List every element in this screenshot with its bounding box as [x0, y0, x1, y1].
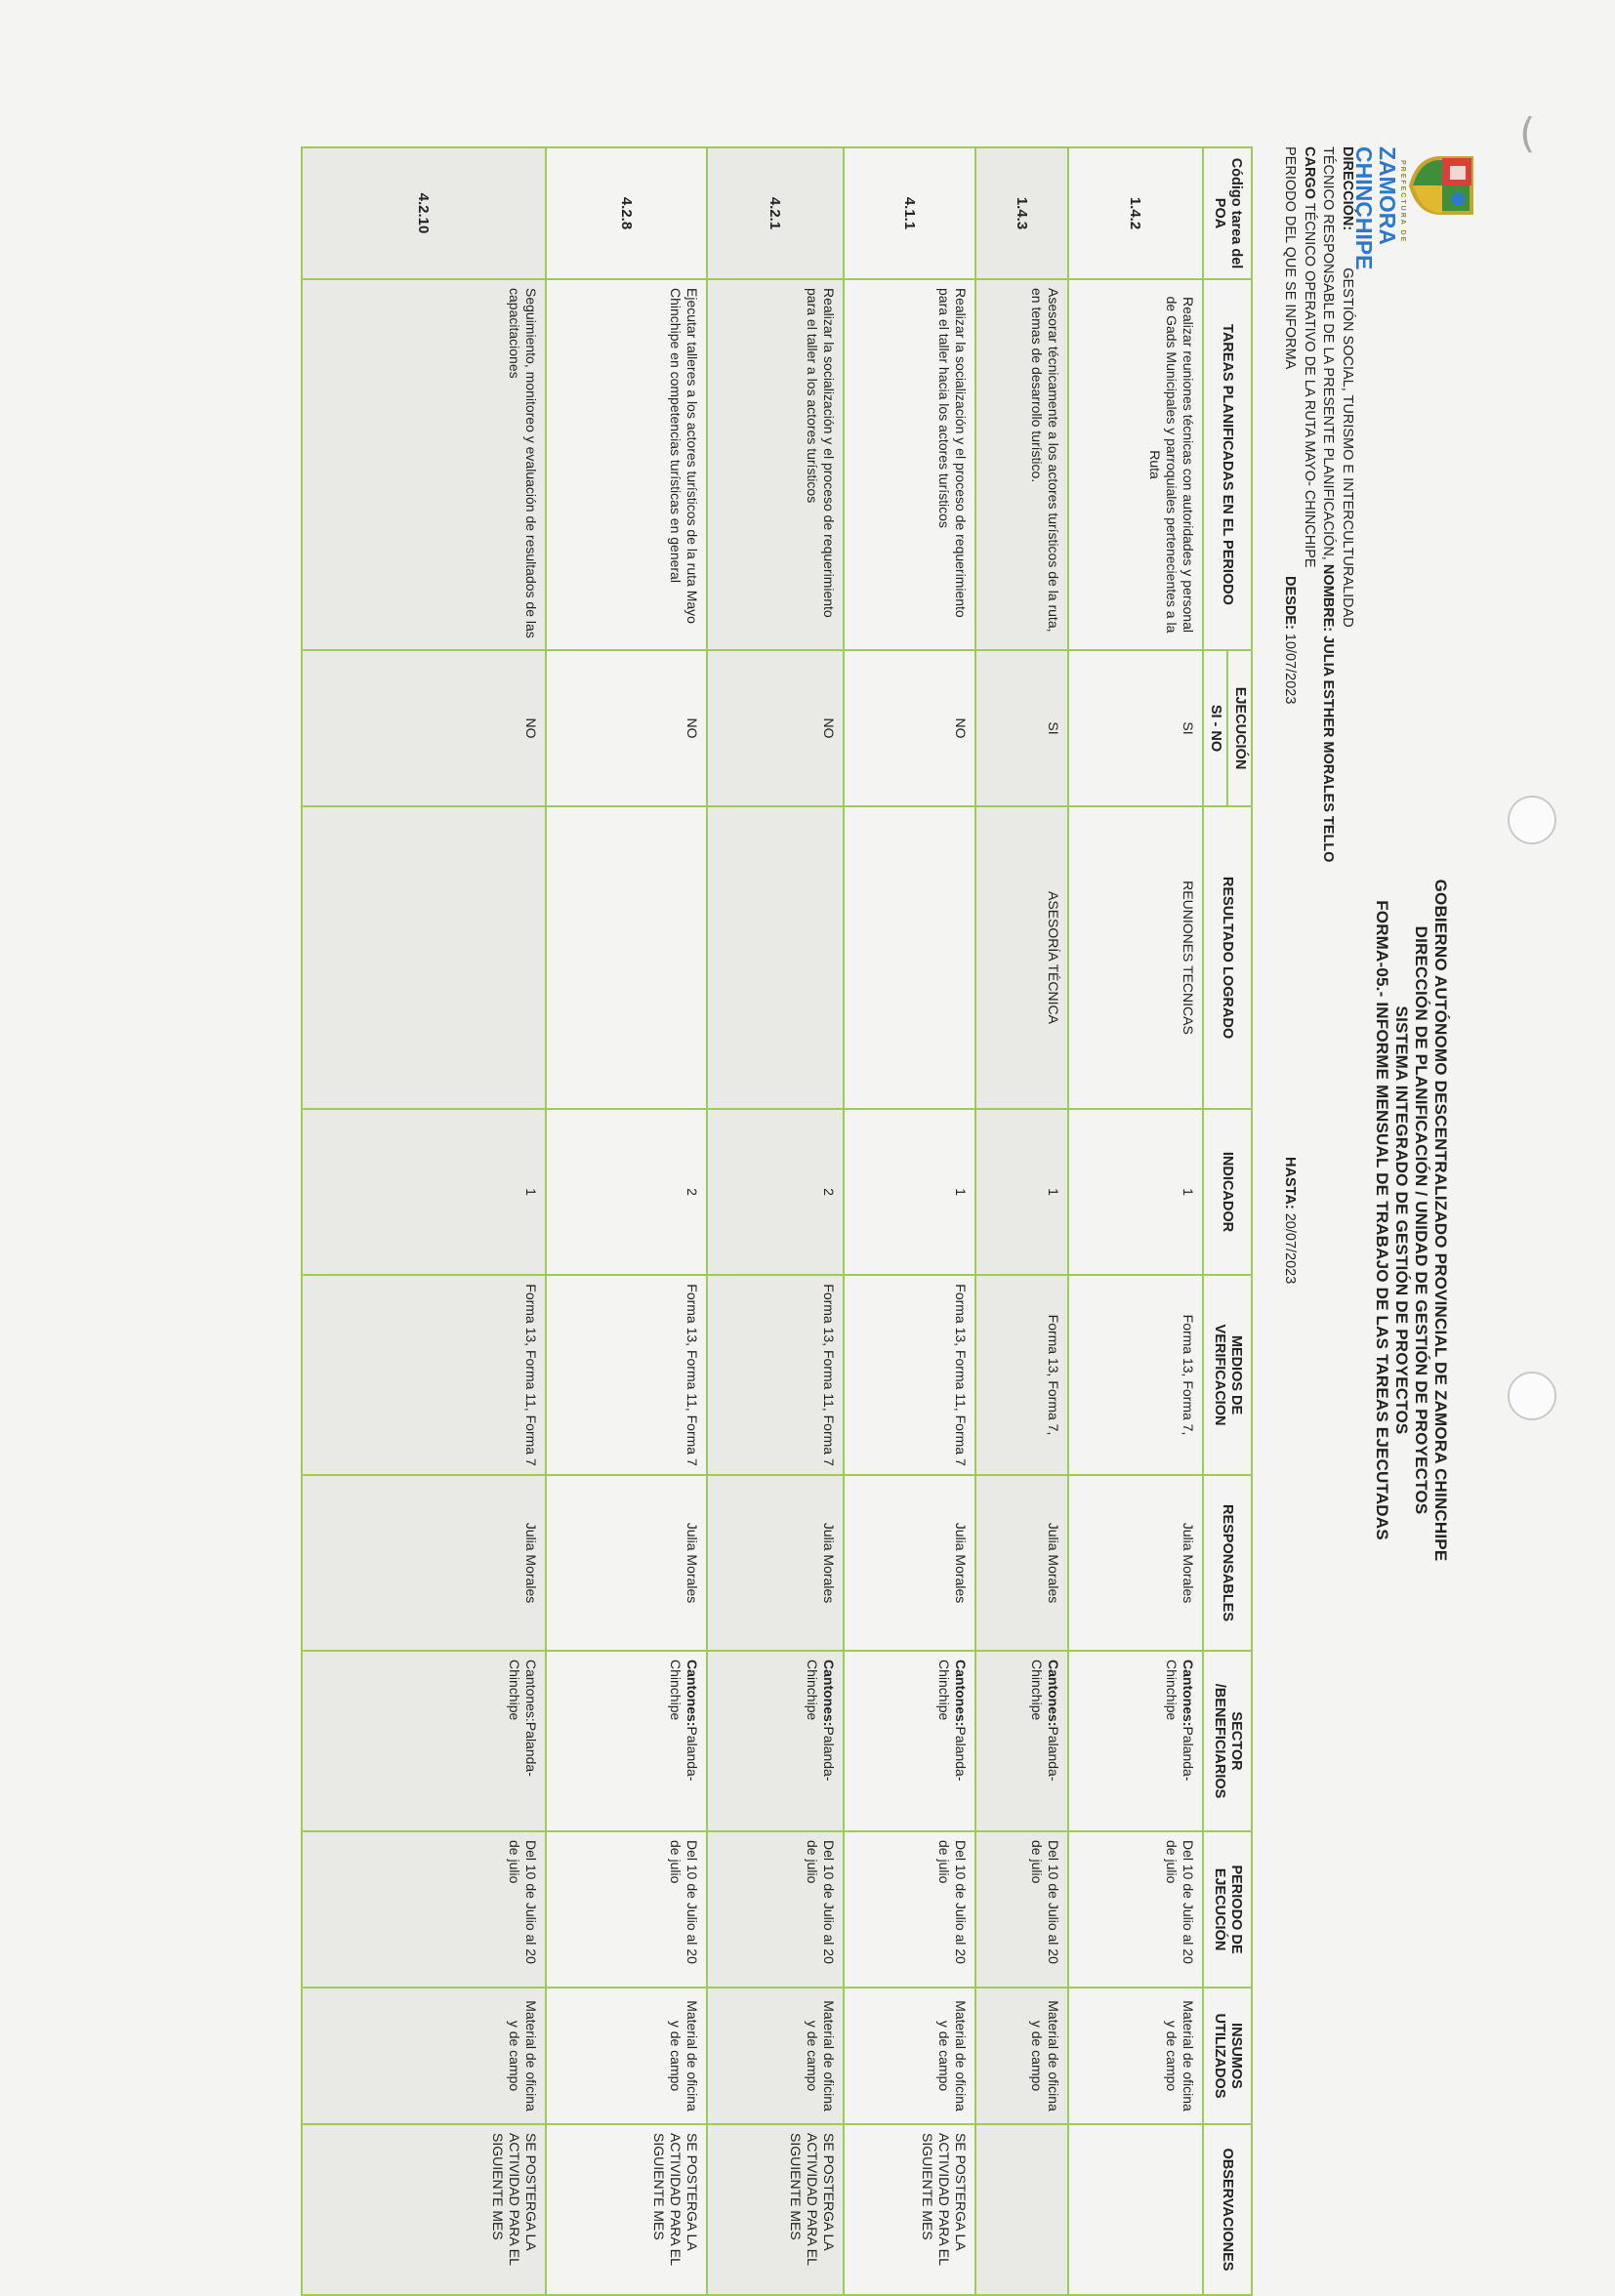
table-row [1068, 147, 1203, 2295]
cell-codigo: 4.1.1 [844, 147, 975, 279]
cell-tarea: Ejecutar talleres a los actores turísticos de la ruta Mayo Chinchipe en competencias turísticas en general [546, 279, 707, 650]
header-si-no: SI - NO [1203, 650, 1227, 806]
sector-bold: Cantones: [953, 1660, 969, 1727]
cell-insumos: Material de oficina y de campo [302, 1988, 546, 2124]
title-line-2: DIRECCIÓN DE PLANIFICACIÓN / UNIDAD DE GESTIÓN DE PROYECTOS [1412, 925, 1430, 1515]
tasks-table [301, 146, 1253, 2296]
table-row [546, 147, 707, 2295]
header-resultado: RESULTADO LOGRADO [1203, 806, 1252, 1109]
logo-line-1: ZAMORA [1374, 146, 1400, 245]
cell-observaciones: SE POSTERGA LA ACTIVIDAD PARA EL SIGUIENTE MES [844, 2124, 975, 2295]
cell-sector [546, 1651, 707, 1831]
cell-observaciones: SE POSTERGA LA ACTIVIDAD PARA EL SIGUIENTE MES [707, 2124, 844, 2295]
cell-sector [1068, 1651, 1203, 1831]
cell-codigo: 4.2.1 [707, 147, 844, 279]
tecnico-label: TÉCNICO RESPONSABLE DE LA PRESENTE PLANIFICACIÓN, [1320, 146, 1337, 560]
header-ejecucion: EJECUCIÓN [1227, 650, 1252, 806]
cell-insumos: Material de oficina y de campo [1068, 1988, 1203, 2124]
periodo-label: PERIODO DEL QUE SE INFORMA [1282, 146, 1299, 370]
table-row [844, 147, 975, 2295]
cell-responsables: Julia Morales [844, 1475, 975, 1651]
cell-insumos: Material de oficina y de campo [844, 1988, 975, 2124]
cell-tarea: Realizar la socialización y el proceso de requerimiento para el taller a los actores turísticos [707, 279, 844, 650]
cell-resultado [707, 806, 844, 1109]
cell-codigo: 1.4.2 [1068, 147, 1203, 279]
cell-periodo: Del 10 de Julio al 20 de julio [302, 1831, 546, 1988]
cell-observaciones: SE POSTERGA LA ACTIVIDAD PARA EL SIGUIENTE MES [302, 2124, 546, 2295]
cargo-line [1300, 146, 1319, 2294]
logo-line-2: CHINCHIPE [1350, 146, 1377, 270]
header-sector: SECTOR /BENEFICIARIOS [1203, 1651, 1252, 1831]
cell-si-no: SI [975, 650, 1068, 806]
cell-observaciones [975, 2124, 1068, 2295]
logo-wordmark [1351, 146, 1406, 270]
cell-resultado [302, 806, 546, 1109]
cell-sector [975, 1651, 1068, 1831]
cell-indicador: 1 [844, 1109, 975, 1275]
cell-si-no: NO [844, 650, 975, 806]
cell-medios: Forma 13, Forma 11, Forma 7 [707, 1275, 844, 1475]
desde-group [1280, 576, 1300, 704]
header-observaciones: OBSERVACIONES [1203, 2124, 1252, 2295]
sector-rest: Palanda-Chinchipe [1164, 1660, 1196, 1782]
cell-responsables: Julia Morales [302, 1475, 546, 1651]
cell-indicador: 2 [546, 1109, 707, 1275]
cell-resultado: ASESORÍA TÉCNICA [975, 806, 1068, 1109]
cell-observaciones [1068, 2124, 1203, 2295]
table-row [302, 147, 546, 2295]
sector-bold: Cantones: [821, 1660, 837, 1727]
hasta-value: 20/07/2023 [1282, 1212, 1299, 1285]
title-line-3: SISTEMA INTEGRADO DE GESTIÓN DE PROYECTOS [1392, 1005, 1411, 1435]
cell-si-no: NO [302, 650, 546, 806]
nombre-value: JULIA ESTHER MORALES TELLO [1320, 636, 1337, 863]
table-row [707, 147, 844, 2295]
rotated-report-sheet [93, 146, 1479, 2294]
cell-periodo: Del 10 de Julio al 20 de julio [1068, 1831, 1203, 1988]
cell-sector [844, 1651, 975, 1831]
cell-indicador: 1 [1068, 1109, 1203, 1275]
cell-periodo: Del 10 de Julio al 20 de julio [975, 1831, 1068, 1988]
cell-resultado: REUNIONES TECNICAS [1068, 806, 1203, 1109]
cargo-label: CARGO [1302, 146, 1317, 199]
cell-responsables: Julia Morales [975, 1475, 1068, 1651]
cell-tarea: Realizar la socialización y el proceso de requerimiento para el taller hacia los actores turísticos [844, 279, 975, 650]
report-titles [1372, 771, 1450, 1669]
desde-value: 10/07/2023 [1282, 633, 1299, 705]
cell-medios: Forma 13, Forma 7, [975, 1275, 1068, 1475]
header-periodo: PERIODO DE EJECUCIÓN [1203, 1831, 1252, 1988]
periodo-line [1280, 146, 1300, 2294]
punch-hole-top [1508, 796, 1556, 844]
cell-resultado [546, 806, 707, 1109]
cell-medios: Forma 13, Forma 11, Forma 7 [844, 1275, 975, 1475]
header-tareas: TAREAS PLANIFICADAS EN EL PERIODO [1203, 279, 1252, 650]
title-line-4: FORMA-05.- INFORME MENSUAL DE TRABAJO DE LAS TAREAS EJECUTADAS [1373, 900, 1391, 1540]
sector-bold: Cantones: [1180, 1660, 1196, 1727]
cell-insumos: Material de oficina y de campo [546, 1988, 707, 2124]
cell-tarea: Asesorar técnicamente a los actores turísticos de la ruta, en temas de desarrollo turístico. [975, 279, 1068, 650]
cell-sector [302, 1651, 546, 1831]
hasta-group [1280, 1157, 1300, 1284]
direccion-label: DIRECCIÓN: [1340, 146, 1355, 231]
report-info [1280, 146, 1356, 2294]
cell-observaciones: SE POSTERGA LA ACTIVIDAD PARA EL SIGUIENTE MES [546, 2124, 707, 2295]
sector-bold: Cantones: [1046, 1660, 1061, 1727]
hasta-label: HASTA: [1282, 1157, 1299, 1210]
sector-rest: Cantones:Palanda-Chinchipe [507, 1660, 539, 1777]
direccion-value: GESTIÓN SOCIAL, TURISMO E INTERCULTURALIDAD [1340, 267, 1355, 628]
title-line-1: GOBIERNO AUTÓNOMO DESCENTRALIZADO PROVINCIAL DE ZAMORA CHINCHIPE [1431, 879, 1450, 1562]
direccion-line [1338, 146, 1357, 2294]
cell-tarea: Seguimiento, monitoreo y evaluación de resultados de las capacitaciones [302, 279, 546, 650]
tecnico-line [1318, 146, 1338, 2294]
cell-si-no: SI [1068, 650, 1203, 806]
header-insumos: INSUMOS UTILIZADOS [1203, 1988, 1252, 2124]
cell-sector [707, 1651, 844, 1831]
cell-insumos: Material de oficina y de campo [707, 1988, 844, 2124]
shield-logo-icon [1409, 146, 1479, 225]
cell-si-no: NO [546, 650, 707, 806]
cell-indicador: 1 [302, 1109, 546, 1275]
cell-medios: Forma 13, Forma 11, Forma 7 [302, 1275, 546, 1475]
cell-medios: Forma 13, Forma 7, [1068, 1275, 1203, 1475]
cell-codigo: 4.2.8 [546, 147, 707, 279]
cell-responsables: Julia Morales [707, 1475, 844, 1651]
cell-si-no: NO [707, 650, 844, 806]
cell-indicador: 1 [975, 1109, 1068, 1275]
cell-responsables: Julia Morales [1068, 1475, 1203, 1651]
cell-tarea: Realizar reuniones técnicas con autoridades y personal de Gads Municipales y parroquiales pertenecientes a la Ruta [1068, 279, 1203, 650]
sector-bold: Cantones: [684, 1660, 700, 1727]
header-indicador: INDICADOR [1203, 1109, 1252, 1275]
cell-responsables: Julia Morales [546, 1475, 707, 1651]
report-header [1250, 146, 1479, 2294]
cargo-value: TÉCNICO OPERATIVO DE LA RUTA MAYO- CHINCHIPE [1302, 202, 1317, 568]
cell-periodo: Del 10 de Julio al 20 de julio [546, 1831, 707, 1988]
cell-codigo: 4.2.10 [302, 147, 546, 279]
cell-periodo: Del 10 de Julio al 20 de julio [844, 1831, 975, 1988]
header-medios: MEDIOS DE VERIFICACION [1203, 1275, 1252, 1475]
table-row [975, 147, 1068, 2295]
cell-resultado [844, 806, 975, 1109]
desde-label: DESDE: [1282, 576, 1299, 630]
sector-rest: Palanda-Chinchipe [805, 1660, 837, 1782]
cell-indicador: 2 [707, 1109, 844, 1275]
cell-codigo: 1.4.3 [975, 147, 1068, 279]
sector-rest: Palanda-Chinchipe [936, 1660, 969, 1782]
sector-rest: Palanda-Chinchipe [668, 1660, 700, 1782]
cell-medios: Forma 13, Forma 11, Forma 7 [546, 1275, 707, 1475]
logo-small-text: PREFECTURA DE [1399, 160, 1406, 244]
header-responsables: RESPONSABLES [1203, 1475, 1252, 1651]
cell-insumos: Material de oficina y de campo [975, 1988, 1068, 2124]
punch-hole-bottom [1508, 1372, 1556, 1420]
nombre-label: NOMBRE: [1320, 563, 1337, 633]
header-codigo: Código tarea del POA [1203, 147, 1252, 279]
cell-periodo: Del 10 de Julio al 20 de julio [707, 1831, 844, 1988]
scan-mark: ( [1519, 109, 1536, 157]
sector-rest: Palanda-Chinchipe [1029, 1660, 1061, 1782]
